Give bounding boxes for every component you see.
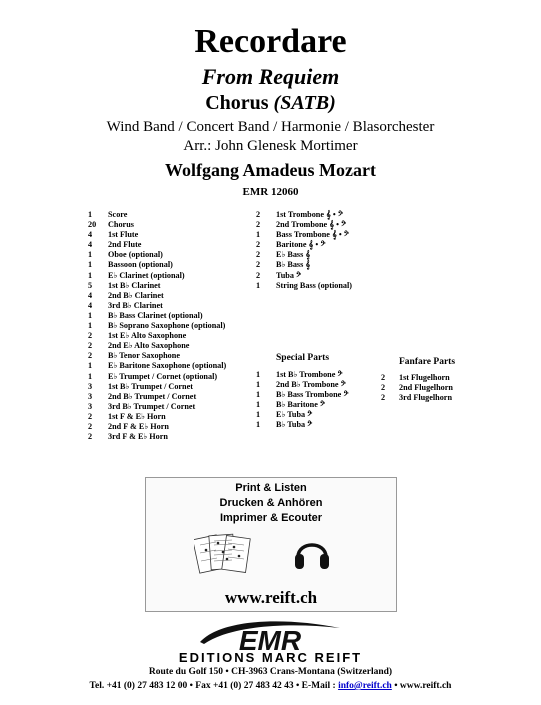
part-name: Baritone 𝄞 • 𝄢 (276, 240, 326, 250)
part-quantity: 1 (88, 321, 93, 331)
part-quantity: 2 (381, 383, 386, 393)
part-name: E♭ Tuba 𝄢 (276, 410, 313, 420)
part-quantity: 1 (256, 390, 261, 400)
part-row (256, 390, 349, 400)
part-row (256, 220, 352, 230)
part-row (88, 311, 226, 321)
sheet-music-icon (194, 531, 252, 576)
part-row (88, 351, 226, 361)
part-name: 2nd B♭ Trombone 𝄢 (276, 380, 346, 390)
part-name: Bassoon (optional) (108, 260, 173, 270)
part-row (256, 370, 349, 380)
part-row (256, 281, 352, 291)
part-name: E♭ Bass 𝄞 (276, 250, 311, 260)
part-quantity: 2 (256, 240, 261, 250)
special-parts-heading: Special Parts (276, 353, 330, 363)
part-name: B♭ Baritone 𝄢 (276, 400, 326, 410)
part-name: B♭ Tuba 𝄢 (276, 420, 313, 430)
part-row (256, 400, 349, 410)
part-name: 1st B♭ Trombone 𝄢 (276, 370, 343, 379)
part-row (88, 271, 226, 281)
part-name: B♭ Tenor Saxophone (108, 351, 180, 361)
part-row (88, 301, 226, 311)
part-row (88, 432, 226, 442)
part-name: 2nd F & E♭ Horn (108, 421, 169, 431)
part-row (88, 372, 226, 382)
part-row (88, 260, 226, 270)
contact-web: • www.reift.ch (391, 681, 452, 691)
print-listen-box[interactable] (145, 477, 397, 612)
part-quantity: 2 (256, 250, 261, 260)
part-row (256, 230, 352, 240)
part-name: String Bass (optional) (276, 280, 352, 290)
part-quantity: 2 (256, 210, 261, 219)
part-row (381, 393, 453, 403)
part-row (88, 392, 226, 402)
part-name: 1st B♭ Clarinet (108, 280, 161, 290)
page-title: Recordare (194, 23, 347, 60)
part-quantity: 2 (88, 331, 93, 341)
part-quantity: 2 (88, 411, 93, 421)
part-quantity: 1 (256, 380, 261, 390)
part-row (256, 260, 352, 270)
part-name: 1st B♭ Trumpet / Cornet (108, 381, 193, 391)
part-name: 2nd B♭ Clarinet (108, 290, 164, 300)
part-name: 3rd B♭ Clarinet (108, 300, 163, 310)
part-quantity: 2 (88, 351, 93, 361)
part-name: 3rd Flugelhorn (399, 393, 452, 403)
part-quantity: 1 (256, 410, 261, 420)
part-quantity: 2 (381, 373, 386, 382)
special-parts-list (256, 370, 349, 431)
catalog-number: EMR 12060 (242, 186, 299, 198)
publisher-contact (0, 680, 541, 692)
website-link[interactable]: www.reift.ch (224, 588, 318, 607)
arranger: Arr.: John Glenesk Mortimer (183, 138, 358, 154)
publisher-name: EDITIONS MARC REIFT (178, 650, 363, 665)
band-type: Wind Band / Concert Band / Harmonie / Blasorchester (106, 119, 435, 135)
part-quantity: 1 (88, 250, 93, 260)
part-quantity: 2 (256, 220, 261, 230)
fanfare-parts-list (381, 373, 453, 403)
part-row (381, 383, 453, 393)
part-name: Score (108, 210, 128, 219)
part-quantity: 4 (88, 230, 93, 240)
part-name: E♭ Trumpet / Cornet (optional) (108, 371, 218, 381)
part-quantity: 1 (88, 270, 93, 280)
publisher-address: Route du Golf 150 • CH-3963 Crans-Montana (Switzerland) (148, 667, 393, 677)
part-quantity: 1 (256, 230, 261, 240)
part-row (88, 321, 226, 331)
part-row (88, 250, 226, 260)
part-row (88, 240, 226, 250)
promo-line-de: Drucken & Anhören (219, 497, 323, 509)
part-quantity: 1 (256, 280, 261, 290)
part-quantity: 2 (256, 270, 261, 280)
part-name: 2nd E♭ Alto Saxophone (108, 341, 190, 351)
part-row (256, 240, 352, 250)
part-name: 3rd B♭ Trumpet / Cornet (108, 401, 196, 411)
part-quantity: 3 (88, 391, 93, 401)
emr-logo (190, 616, 350, 654)
part-name: B♭ Bass Trombone 𝄢 (276, 390, 349, 400)
part-name: 2nd Flugelhorn (399, 383, 453, 393)
part-name: B♭ Soprano Saxophone (optional) (108, 321, 226, 331)
part-row (88, 281, 226, 291)
part-quantity: 3 (88, 381, 93, 391)
subtitle: From Requiem (201, 64, 340, 89)
part-row (88, 220, 226, 230)
promo-line-fr: Imprimer & Ecouter (219, 512, 323, 524)
part-name: 2nd B♭ Trumpet / Cornet (108, 391, 197, 401)
part-quantity: 1 (256, 400, 261, 410)
part-row (256, 271, 352, 281)
fanfare-parts-heading: Fanfare Parts (399, 357, 456, 367)
part-quantity: 2 (88, 432, 93, 442)
headphones-icon (292, 533, 332, 573)
promo-line-en: Print & Listen (235, 482, 307, 494)
part-quantity: 2 (88, 421, 93, 431)
contact-phone-fax: Tel. +41 (0) 27 483 12 00 • Fax +41 (0) 27 483 42 43 • E-Mail : (89, 681, 339, 691)
chorus-voices: (SATB) (273, 92, 336, 114)
part-quantity: 1 (88, 361, 93, 371)
part-row (88, 361, 226, 371)
part-row (256, 380, 349, 390)
part-row (88, 230, 226, 240)
part-quantity: 4 (88, 300, 93, 310)
part-quantity: 2 (88, 341, 93, 351)
part-name: B♭ Bass 𝄞 (276, 260, 311, 270)
part-name: 2nd Flute (108, 240, 142, 250)
part-quantity: 2 (381, 393, 386, 403)
part-row (88, 341, 226, 351)
part-row (88, 422, 226, 432)
part-name: 1st Flute (108, 230, 139, 240)
part-quantity: 3 (88, 401, 93, 411)
part-row (88, 402, 226, 412)
part-name: 1st F & E♭ Horn (108, 411, 166, 421)
part-name: Oboe (optional) (108, 250, 163, 260)
part-name: 1st Trombone 𝄞 • 𝄢 (276, 210, 344, 219)
composer: Wolfgang Amadeus Mozart (165, 160, 376, 180)
part-quantity: 1 (88, 310, 93, 320)
logo-text: EMR (238, 625, 302, 654)
part-quantity: 1 (256, 420, 261, 430)
part-row (88, 210, 226, 220)
part-row (88, 382, 226, 392)
part-name: E♭ Baritone Saxophone (optional) (108, 361, 227, 371)
part-quantity: 1 (88, 260, 93, 270)
part-name: B♭ Bass Clarinet (optional) (108, 310, 203, 320)
part-name: Chorus (108, 220, 134, 230)
part-name: 3rd F & E♭ Horn (108, 432, 168, 442)
part-name: Tuba 𝄢 (276, 270, 302, 280)
part-quantity: 1 (88, 371, 93, 381)
part-name: E♭ Clarinet (optional) (108, 270, 185, 280)
part-quantity: 2 (256, 260, 261, 270)
part-row (256, 250, 352, 260)
part-row (88, 412, 226, 422)
part-row (256, 410, 349, 420)
part-row (381, 373, 453, 383)
parts-list-low-brass (256, 210, 352, 291)
parts-list-main (88, 210, 226, 442)
part-quantity: 1 (256, 370, 261, 379)
chorus-line (0, 91, 541, 115)
part-quantity: 4 (88, 240, 93, 250)
part-name: 2nd Trombone 𝄞 • 𝄢 (276, 220, 347, 230)
part-row (88, 331, 226, 341)
part-row (256, 420, 349, 430)
part-name: Bass Trombone 𝄞 • 𝄢 (276, 230, 350, 240)
chorus-label: Chorus (205, 92, 269, 114)
part-quantity: 20 (88, 220, 97, 230)
email-link[interactable]: info@reift.ch (338, 681, 392, 691)
part-row (256, 210, 352, 220)
part-name: 1st E♭ Alto Saxophone (108, 331, 187, 341)
part-quantity: 4 (88, 290, 93, 300)
part-quantity: 1 (88, 210, 93, 219)
part-row (88, 291, 226, 301)
part-quantity: 5 (88, 280, 93, 290)
part-name: 1st Flugelhorn (399, 373, 450, 382)
